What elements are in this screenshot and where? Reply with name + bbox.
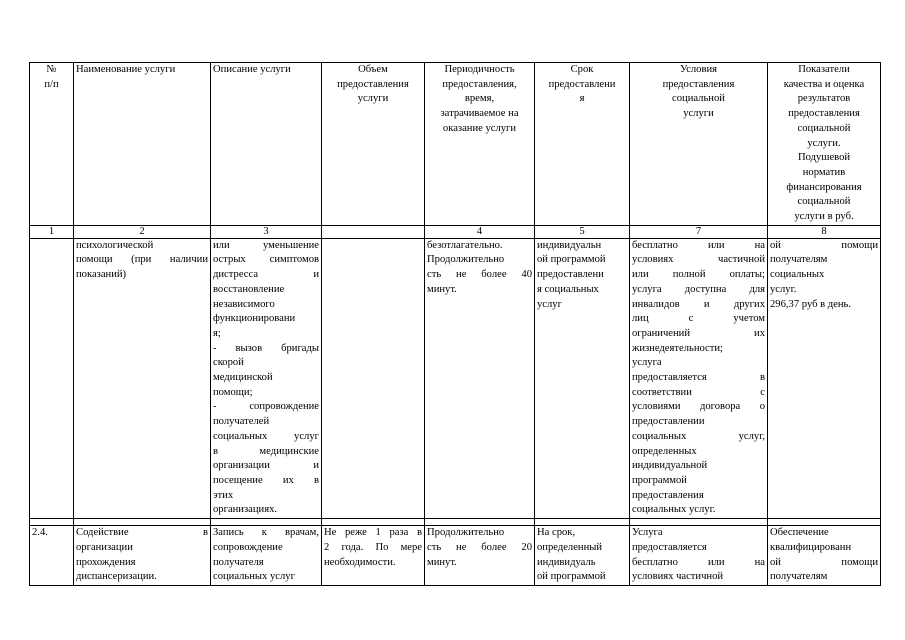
cell-text-line: услуга доступна для <box>632 283 765 295</box>
cell-text-line: оказание услуги <box>442 122 517 134</box>
cell-text-line: квалифицированн <box>770 541 852 553</box>
spacer-cell <box>768 519 881 526</box>
cell-text-line: предоставления <box>337 78 409 90</box>
row-spacer <box>30 519 881 526</box>
cell-text-line: соответствии с <box>632 386 765 398</box>
cell-text-line: - вызов бригады <box>213 342 319 354</box>
cell-text-line: предоставляется в <box>632 372 765 384</box>
spacer-cell <box>425 519 535 526</box>
cell-text-line: сть не более 40 <box>427 269 532 281</box>
cell-text-line: лиц с учетом <box>632 313 765 325</box>
header-cell-service-name <box>74 63 211 226</box>
cell-text-line: Содействие в <box>76 527 208 539</box>
column-number-cell: 4 <box>425 225 535 238</box>
cell-text-line: предоставления <box>632 489 704 501</box>
cell-text-line: программой <box>632 474 687 486</box>
cell-text-line: ой помощи <box>770 239 878 251</box>
spacer-cell <box>211 519 322 526</box>
cell-text-line: - сопровождение <box>213 401 319 413</box>
svc-cell-service-description <box>211 526 322 586</box>
cell-text-line: получателей <box>213 416 270 428</box>
cell-text-line: социальной <box>797 122 851 134</box>
cell-text-line: индивидуальной <box>632 460 708 472</box>
cell-text-line: психологической <box>76 239 154 251</box>
svc-cell-quality-indicators <box>768 526 881 586</box>
cell-text-line: 2 года. По мере <box>324 541 422 553</box>
column-number-cell: 7 <box>630 225 768 238</box>
cell-text-line: Не реже 1 раза в <box>324 527 422 539</box>
cell-text-line: сть не более 20 <box>427 541 532 553</box>
cell-text-line: минут. <box>427 283 457 295</box>
cell-text-line: скорой <box>213 357 244 369</box>
cell-text-line: Обеспечение <box>770 527 829 539</box>
svc-cell-service-name <box>74 526 211 586</box>
cell-text-line: Показатели <box>798 64 850 75</box>
cell-text-line: предоставления, <box>442 78 517 90</box>
header-cell-volume <box>322 63 425 226</box>
cell-text-line: независимого <box>213 298 275 310</box>
cell-text-line: предоставлени <box>537 269 604 281</box>
cell-text-line: организации <box>76 541 133 553</box>
header-cell-number <box>30 63 74 226</box>
cell-text-line: показаний) <box>76 269 127 281</box>
cont-cell-quality-indicators <box>768 238 881 518</box>
services-table <box>29 62 881 586</box>
cell-text-line: Периодичность <box>444 64 515 75</box>
cell-text-line: № <box>46 64 57 75</box>
cont-cell-volume <box>322 238 425 518</box>
cell-text-line: услуги <box>683 108 714 120</box>
cont-cell-service-description <box>211 238 322 518</box>
svc-cell-number <box>30 526 74 586</box>
cell-text-line: предоставляется <box>632 541 707 553</box>
cell-text-line: услуг <box>537 298 562 310</box>
column-number-cell: 5 <box>535 225 630 238</box>
cell-text-line: финансирования <box>786 181 862 193</box>
cell-text-line: предоставлени <box>548 78 616 90</box>
cell-text-line: Объем <box>358 64 388 75</box>
cell-text-line: прохождения <box>76 556 136 568</box>
cont-cell-term <box>535 238 630 518</box>
column-number-cell: 3 <box>211 225 322 238</box>
cell-text-line: получателя <box>213 556 264 568</box>
cell-text-line: социальной <box>672 93 725 105</box>
cell-text-line: качества и оценка <box>783 78 865 90</box>
cell-text-line: минут. <box>427 556 457 568</box>
cell-text-line: предоставления <box>662 78 735 90</box>
cell-text-line: бесплатно или на <box>632 556 765 568</box>
cont-cell-periodicity <box>425 238 535 518</box>
cell-text-line: Описание услуги <box>213 64 291 75</box>
cell-text-line: организации и <box>213 460 319 472</box>
cell-text-line: Наименование услуги <box>76 64 176 75</box>
cell-text-line: функционировани <box>213 313 296 325</box>
header-cell-service-description <box>211 63 322 226</box>
cell-text-line: индивидуальн <box>537 239 602 251</box>
cell-text-line: социальных услуг. <box>632 504 716 516</box>
cell-text-line: этих <box>213 489 234 501</box>
cell-text-line: помощи; <box>213 386 253 398</box>
cell-text-line: или уменьшение <box>213 239 319 251</box>
svc-cell-periodicity <box>425 526 535 586</box>
cell-text-line: услуги <box>357 93 389 105</box>
header-cell-quality-indicators <box>768 63 881 226</box>
cell-text-line: услуги в руб. <box>794 211 854 223</box>
cell-text-line: услуги. <box>807 137 841 149</box>
cell-text-line: ограничений их <box>632 327 765 339</box>
header-cell-periodicity <box>425 63 535 226</box>
cell-text-line: услуг. <box>770 283 797 295</box>
cell-text-line: На срок, <box>537 527 576 539</box>
cell-text-line: ой программой <box>537 254 606 266</box>
cell-text-line: социальной <box>797 196 851 208</box>
cell-text-line: Срок <box>570 64 594 75</box>
cell-text-line: получателям <box>770 571 828 583</box>
cell-text-line: бесплатно или на <box>632 239 765 251</box>
cell-text-line: услуга <box>632 357 662 369</box>
cell-text-line: я социальных <box>537 283 599 295</box>
cell-text-line: 296,37 руб в день. <box>770 298 852 310</box>
cell-text-line: определенный <box>537 541 603 553</box>
cell-text-line: индивидуаль <box>537 556 596 568</box>
cell-text-line: предоставления <box>788 108 860 120</box>
cell-text-line: условиями договора о <box>632 401 765 413</box>
cell-text-line: норматив <box>802 166 846 178</box>
svc-cell-conditions <box>630 526 768 586</box>
cell-text-line: Подушевой <box>797 152 851 164</box>
cell-text-line: социальных услуг <box>213 430 319 442</box>
cell-text-line: социальных <box>770 269 825 281</box>
spacer-cell <box>322 519 425 526</box>
cont-cell-service-name <box>74 238 211 518</box>
cell-text-line: 2.4. <box>32 527 48 539</box>
cell-text-line: жизнедеятельности; <box>632 342 723 354</box>
cell-text-line: я; <box>213 327 221 339</box>
cell-text-line: время, <box>464 93 495 105</box>
cell-text-line: острых симптомов <box>213 254 319 266</box>
cell-text-line: условиях частичной <box>632 254 765 266</box>
cont-cell-conditions <box>630 238 768 518</box>
cell-text-line: п/п <box>44 78 59 90</box>
cell-text-line: социальных услуг <box>213 571 295 583</box>
service-row-2-4 <box>30 526 881 586</box>
spacer-cell <box>535 519 630 526</box>
cell-text-line: сопровождение <box>213 541 283 553</box>
cell-text-line: получателям <box>770 254 828 266</box>
column-number-cell: 2 <box>74 225 211 238</box>
cell-text-line: условиях частичной <box>632 571 724 583</box>
cell-text-line: организациях. <box>213 504 278 516</box>
cell-text-line: затрачиваемое на <box>440 108 519 120</box>
cell-text-line: результатов <box>797 93 851 105</box>
cell-text-line: дистресса и <box>213 269 319 281</box>
cell-text-line: определенных <box>632 445 697 457</box>
cell-text-line: Продолжительно <box>427 527 505 539</box>
cell-text-line: посещение их в <box>213 474 319 486</box>
cell-text-line: Услуга <box>632 527 663 539</box>
cell-text-line: диспансеризации. <box>76 571 157 583</box>
svc-cell-volume <box>322 526 425 586</box>
spacer-cell <box>74 519 211 526</box>
header-row <box>30 63 881 226</box>
cell-text-line: инвалидов и других <box>632 298 765 310</box>
cell-text-line: помощи (при наличии <box>76 254 208 266</box>
cell-text-line: ой программой <box>537 571 606 583</box>
cell-text-line: безотлагательно. <box>427 239 503 251</box>
header-cell-conditions <box>630 63 768 226</box>
cell-text-line: социальных услуг, <box>632 430 765 442</box>
column-numbers-row <box>30 225 881 238</box>
cell-text-line: Условия <box>679 64 718 75</box>
cell-text-line: медицинской <box>213 372 273 384</box>
spacer-cell <box>30 519 74 526</box>
column-number-cell: 8 <box>768 225 881 238</box>
svc-cell-term <box>535 526 630 586</box>
cell-text-line: необходимости. <box>324 556 396 568</box>
cont-cell-number <box>30 238 74 518</box>
cell-text-line: Запись к врачам, <box>213 527 319 539</box>
spacer-cell <box>630 519 768 526</box>
column-number-cell <box>322 225 425 238</box>
header-cell-term <box>535 63 630 226</box>
column-number-cell: 1 <box>30 225 74 238</box>
cell-text-line: предоставлении <box>632 416 705 428</box>
cell-text-line: Продолжительно <box>427 254 505 266</box>
cell-text-line: или полной оплаты; <box>632 269 765 281</box>
continuation-row <box>30 238 881 518</box>
cell-text-line: я <box>579 93 585 105</box>
cell-text-line: ой помощи <box>770 556 878 568</box>
cell-text-line: в медицинские <box>213 445 319 457</box>
cell-text-line: восстановление <box>213 283 285 295</box>
